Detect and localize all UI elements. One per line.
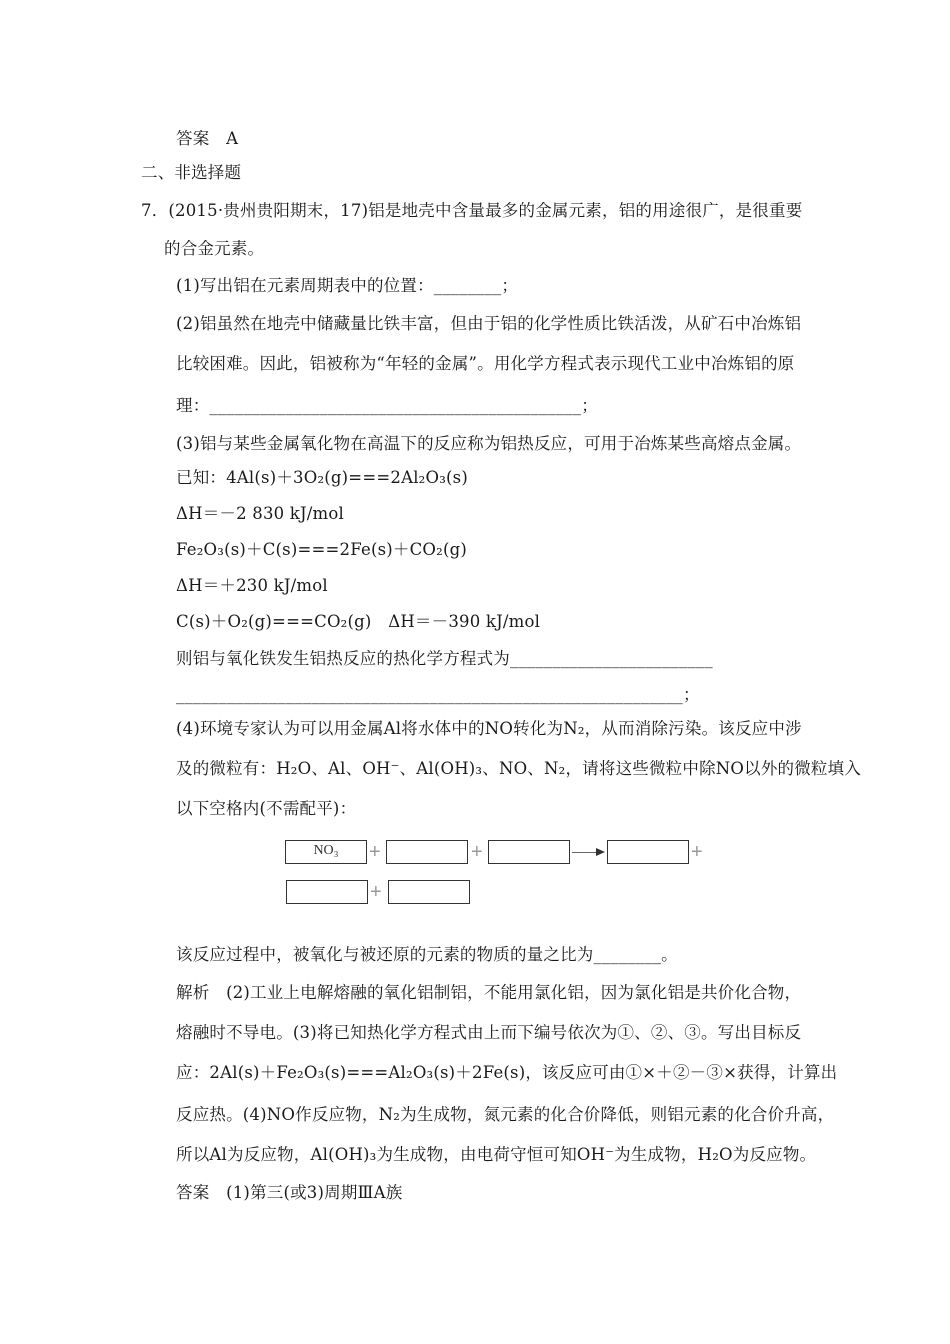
equation-3: C(s)＋O₂(g)===CO₂(g) ΔH＝－390 kJ/mol [176,612,541,631]
scheme-box-no3 [285,840,367,864]
analysis-line-2: 熔融时不导电。(3)将已知热化学方程式由上而下编号依次为①、②、③。写出目标反 [176,1023,802,1042]
sub-question-2: (2)铝虽然在地壳中储藏量比铁丰富，但由于铝的化学性质比铁活泼，从矿石中冶炼铝 [176,314,802,333]
analysis-line-1: 解析 (2)工业上电解熔融的氧化铝制铝，不能用氯化铝，因为氯化铝是共价化合物， [176,983,802,1002]
sub-question-3-ask: 则铝与氧化铁发生铝热反应的热化学方程式为________________________ [176,649,713,668]
plus-sign: + [370,881,382,903]
scheme-blank-box[interactable] [386,840,468,864]
plus-sign: + [471,841,483,863]
question-7-stem-cont: 的合金元素。 [164,239,265,258]
scheme-box-label: NO₃ [313,843,339,858]
sub-question-2-blank: 理：____________________________________________； [176,396,598,415]
scheme-blank-box[interactable] [388,880,470,904]
answer-line-prev: 答案 A [176,129,239,148]
sub-question-3-blank: ____________________________________________________________； [176,685,700,704]
reaction-arrowhead [596,848,605,856]
analysis-line-3: 应：2Al(s)＋Fe₂O₃(s)===Al₂O₃(s)＋2Fe(s)，该反应可由①×＋②－③×获得，计算出 [176,1063,838,1082]
analysis-line-4: 反应热。(4)NO作反应物，N₂为生成物，氮元素的化合价降低，则铝元素的化合价升高， [176,1105,835,1124]
section-heading: 二、非选择题 [141,163,242,182]
equation-1: 已知：4Al(s)＋3O₂(g)===2Al₂O₃(s) [176,468,468,487]
scheme-blank-box[interactable] [488,840,570,864]
question-7-stem: 7．(2015·贵州贵阳期末，17)铝是地壳中含量最多的金属元素，铝的用途很广，是很重要 [141,201,803,220]
sub-question-2-cont: 比较困难。因此，铝被称为“年轻的金属”。用化学方程式表示现代工业中冶炼铝的原 [176,354,795,373]
plus-sign: + [369,841,381,863]
sub-question-4-cont2: 以下空格内(不需配平)： [176,799,357,818]
enthalpy-1: ΔH＝－2 830 kJ/mol [176,504,345,523]
sub-question-4-cont: 及的微粒有：H₂O、Al、OH⁻、Al(OH)₃、NO、N₂，请将这些微粒中除NO以外的微粒填入 [176,759,862,778]
answer-line: 答案 (1)第三(或3)周期ⅢA族 [176,1183,403,1202]
analysis-line-5: 所以Al为反应物，Al(OH)₃为生成物，由电荷守恒可知OH⁻为生成物，H₂O为反应物。 [176,1145,817,1164]
equation-2: Fe₂O₃(s)＋C(s)===2Fe(s)＋CO₂(g) [176,540,468,559]
reaction-arrow [572,852,596,853]
sub-question-1: (1)写出铝在元素周期表中的位置：________； [176,276,519,295]
sub-question-3: (3)铝与某些金属氧化物在高温下的反应称为铝热反应，可用于冶炼某些高熔点金属。 [176,434,802,453]
scheme-blank-box[interactable] [286,880,368,904]
enthalpy-2: ΔH＝＋230 kJ/mol [176,576,328,595]
scheme-blank-box[interactable] [607,840,689,864]
plus-sign: + [691,841,703,863]
sub-question-4: (4)环境专家认为可以用金属Al将水体中的NO转化为N₂，从而消除污染。该反应中涉 [176,719,802,738]
sub-question-4-ratio: 该反应过程中，被氧化与被还原的元素的物质的量之比为________。 [176,945,678,964]
